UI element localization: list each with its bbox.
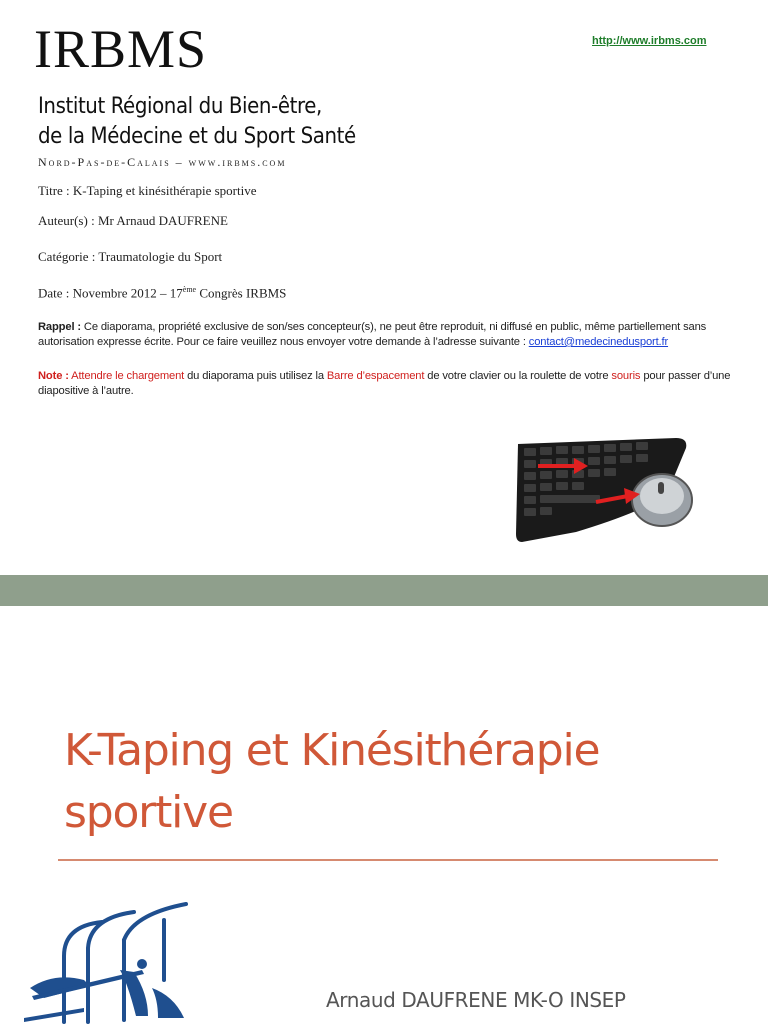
title-divider (58, 859, 718, 861)
meta-date-label: Date : (38, 285, 73, 301)
note-label: Note : (38, 370, 69, 382)
meta-date-sup: ème (182, 285, 197, 294)
note-text-2: de votre clavier ou la roulette de votre (424, 370, 612, 382)
meta-categorie-value: Traumatologie du Sport (98, 249, 223, 264)
meta-titre-label: Titre : (38, 183, 73, 198)
insep-archer-logo-icon (24, 900, 194, 1024)
slide-author: Arnaud DAUFRENE MK-O INSEP (326, 988, 626, 1012)
keyboard-mouse-icon (516, 436, 696, 544)
irbms-logo: IRBMS (34, 19, 208, 79)
meta-auteurs-label: Auteur(s) : (38, 213, 98, 228)
institute-line-2: de la Médecine et du Sport Santé (38, 124, 356, 149)
meta-date-value: Novembre 2012 – 17 (72, 285, 183, 301)
meta-auteurs-value: Mr Arnaud DAUFRENE (97, 213, 228, 228)
institute-subtitle: Nord-Pas-de-Calais – www.irbms.com (38, 155, 287, 169)
rappel-text: Ce diaporama, propriété exclusive de son/ses concepteur(s), ne peut être reproduit, ni diffusé en public, même partiellement sans autorisation expresse écrite. Pour ce faire veuillez nous envoyer votre demande à l’adresse suivante : (38, 321, 707, 348)
slide-separator-band (0, 575, 768, 606)
meta-categorie-label: Catégorie : (38, 249, 99, 264)
note-red-3: souris (611, 370, 641, 382)
rappel-label: Rappel : (38, 321, 81, 333)
title-slide (0, 606, 768, 1024)
meta-date-event: Congrès IRBMS (196, 285, 287, 301)
slide-title: K-Taping et Kinésithérapie sportive (64, 725, 600, 838)
meta-titre (38, 183, 256, 199)
site-link[interactable]: http://www.irbms.com (592, 35, 707, 47)
note-red-2: Barre d’espacement (326, 370, 425, 382)
note-text-1: du diaporama puis utilisez la (184, 370, 327, 382)
note-notice (38, 369, 738, 399)
meta-categorie (38, 249, 222, 265)
rappel-notice (38, 320, 738, 350)
note-text-3: pour passer d’une diapositive à l’autre. (38, 370, 731, 397)
institute-name (38, 92, 356, 152)
contact-email-link[interactable]: contact@medecinedusport.fr (528, 336, 669, 348)
institute-line-1: Institut Régional du Bien-être, (38, 94, 322, 119)
note-red-1: Attendre le chargement (68, 370, 185, 382)
meta-date (38, 285, 286, 301)
meta-auteurs (38, 213, 228, 229)
meta-titre-value: K-Taping et kinésithérapie sportive (72, 183, 257, 198)
